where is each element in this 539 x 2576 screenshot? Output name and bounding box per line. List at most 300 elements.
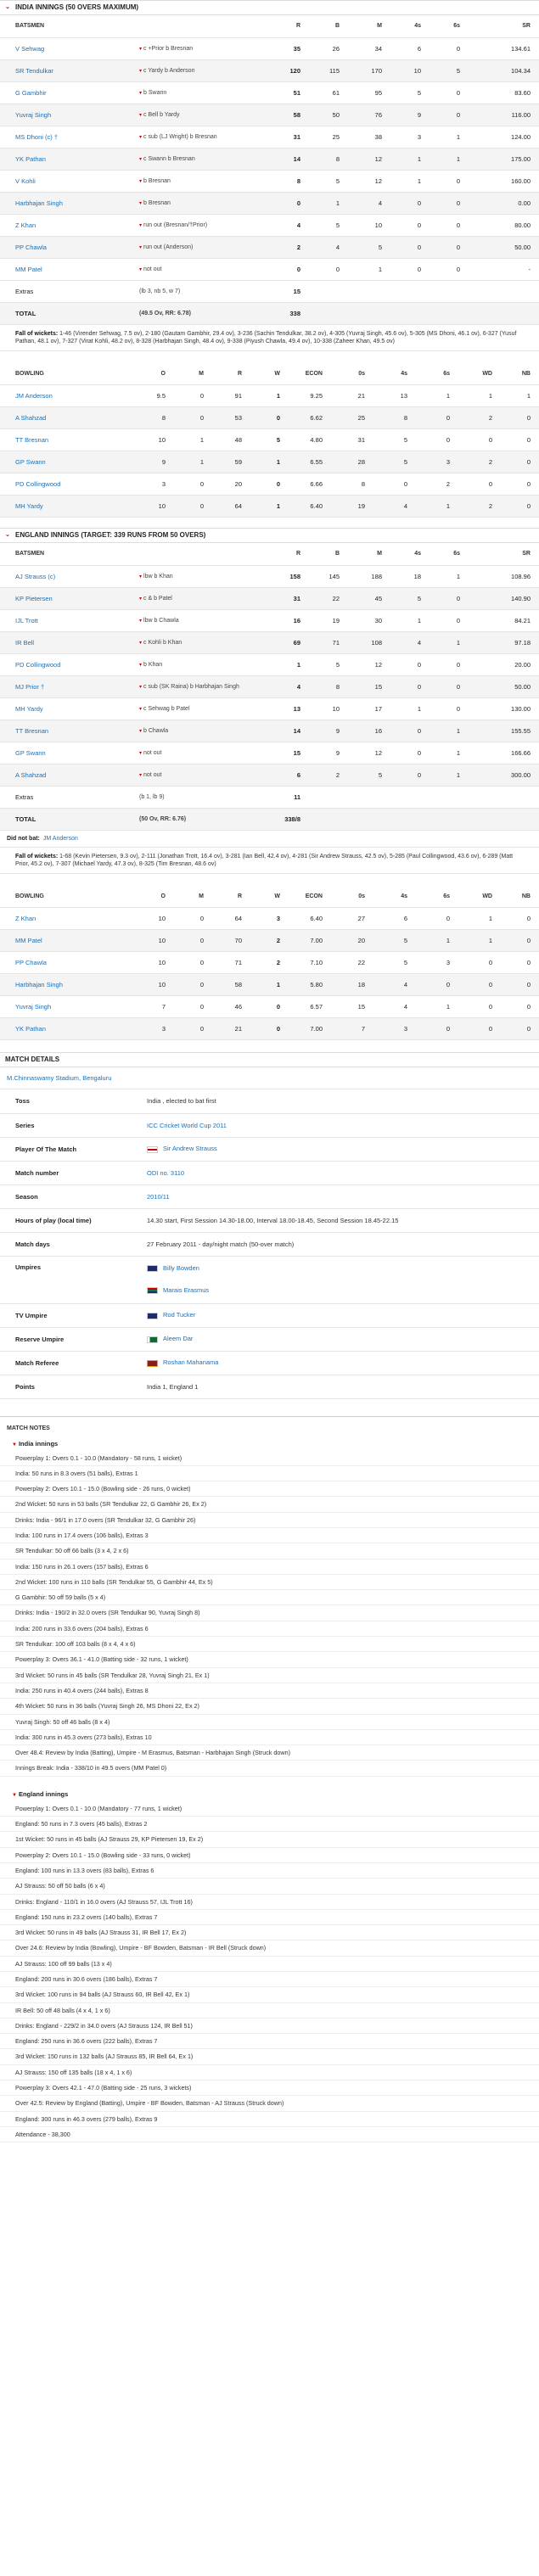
balls-cell: 19 — [309, 609, 348, 631]
dismissal-text: lbw b Khan — [143, 573, 173, 580]
days-label: Match days — [0, 1232, 140, 1256]
india-innings-title: INDIA INNINGS (50 OVERS MAXIMUM) — [15, 3, 139, 11]
bowler-name-link[interactable]: TT Bresnan — [0, 429, 136, 451]
india-notes-list — [0, 1451, 539, 1777]
bowling-d-cell: 22 — [331, 952, 373, 974]
total-row — [0, 808, 539, 830]
england-innings-header[interactable] — [0, 528, 539, 543]
dismissal-text: run out (Bresnan/†Prior) — [143, 221, 208, 228]
bowler-name-link[interactable]: Z Khan — [0, 908, 136, 930]
bowling-header: BOWLING — [0, 363, 136, 385]
bowling-s-cell: 0 — [416, 1018, 458, 1040]
caret-down-icon[interactable]: ▾ — [139, 156, 143, 162]
bowling-f-cell: 0 — [373, 473, 416, 496]
caret-down-icon[interactable]: ▾ — [139, 244, 143, 250]
dismissal-header — [136, 15, 280, 37]
bowling-o-cell: 10 — [136, 930, 174, 952]
referee-row — [0, 1351, 539, 1375]
dismissal — [136, 37, 280, 59]
bowling-r-cell: 46 — [212, 996, 250, 1018]
caret-down-icon[interactable]: ▾ — [139, 662, 143, 668]
fours-cell: 5 — [390, 587, 430, 609]
list-item: Drinks: India - 96/1 in 17.0 overs (SR Tendulkar 32, G Gambhir 26) — [0, 1513, 539, 1528]
caret-down-icon[interactable]: ▾ — [139, 200, 143, 206]
bowling-m-cell: 0 — [174, 1018, 212, 1040]
pom-link[interactable]: Sir Andrew Strauss — [163, 1145, 217, 1153]
sr-cell: 166.66 — [469, 742, 539, 764]
bowling-r-cell: 48 — [212, 429, 250, 451]
table-row — [0, 258, 539, 280]
sixes-cell: 1 — [430, 764, 469, 786]
maidens-header: M — [174, 363, 212, 385]
sixes-cell: 5 — [430, 59, 469, 81]
dismissal — [136, 258, 280, 280]
total-detail: (50 Ov, RR: 6.76) — [136, 808, 280, 830]
dots-header: 0s — [331, 363, 373, 385]
caret-down-icon[interactable]: ▾ — [139, 684, 143, 690]
bowling-wd-cell: 1 — [458, 908, 501, 930]
dismissal-text: c sub (SK Raina) b Harbhajan Singh — [143, 683, 239, 690]
bowling-r-cell: 64 — [212, 496, 250, 518]
batsman-name-link[interactable]: IR Bell — [0, 631, 136, 653]
tv-umpire-link[interactable]: Rod Tucker — [163, 1311, 196, 1319]
bowling-nb-cell: 0 — [501, 930, 539, 952]
table-row — [0, 996, 539, 1018]
pom-label: Player Of The Match — [0, 1137, 140, 1161]
caret-down-icon[interactable]: ▾ — [139, 178, 143, 184]
umpires-row — [0, 1256, 539, 1303]
caret-down-icon[interactable]: ▾ — [139, 90, 143, 96]
caret-down-icon[interactable]: ▾ — [139, 46, 143, 52]
sr-cell: 108.96 — [469, 565, 539, 587]
umpire2-link[interactable]: Marais Erasmus — [163, 1286, 210, 1294]
sixes-cell: 1 — [430, 742, 469, 764]
dismissal-text: c sub (LJ Wright) b Bresnan — [143, 133, 217, 140]
bowling-f-cell: 3 — [373, 1018, 416, 1040]
fours-cell: 0 — [390, 214, 430, 236]
india-innings-header[interactable] — [0, 0, 539, 15]
list-item: England: 200 runs in 30.6 overs (186 balls), Extras 7 — [0, 1972, 539, 1987]
batsmen-header: BATSMEN — [0, 15, 136, 37]
bowling-wd-cell: 0 — [458, 429, 501, 451]
total-detail: (49.5 Ov, RR: 6.78) — [136, 302, 280, 324]
bowling-nb-cell: 0 — [501, 974, 539, 996]
wides-header: WD — [458, 363, 501, 385]
sr-cell: 300.00 — [469, 764, 539, 786]
table-row — [0, 697, 539, 720]
bowler-name-link[interactable]: YK Pathan — [0, 1018, 136, 1040]
sr-cell: 50.00 — [469, 675, 539, 697]
dismissal-text: b Swann — [143, 89, 167, 96]
bowling-nb-cell: 0 — [501, 451, 539, 473]
england-batting-table — [0, 543, 539, 831]
table-row — [0, 764, 539, 786]
bowling-f-cell: 8 — [373, 407, 416, 429]
balls-cell: 5 — [309, 170, 348, 192]
dismissal-text: c Yardy b Anderson — [143, 67, 195, 74]
bowling-d-cell: 19 — [331, 496, 373, 518]
dismissal-text: c +Prior b Bresnan — [143, 45, 194, 52]
sixes-header: 6s — [416, 886, 458, 908]
bowling-f-cell: 5 — [373, 952, 416, 974]
batsman-name-link[interactable]: TT Bresnan — [0, 720, 136, 742]
bowling-d-cell: 7 — [331, 1018, 373, 1040]
bowling-e-cell: 6.66 — [289, 473, 331, 496]
table-row — [0, 473, 539, 496]
bowling-m-cell: 1 — [174, 451, 212, 473]
hours-row — [0, 1208, 539, 1232]
batsman-name-link[interactable]: SR Tendulkar — [0, 59, 136, 81]
bowling-m-cell: 0 — [174, 385, 212, 407]
fours-cell: 1 — [390, 148, 430, 170]
bowling-wd-cell: 0 — [458, 974, 501, 996]
match-number-row — [0, 1161, 539, 1184]
match-details-table — [0, 1089, 539, 1399]
caret-down-icon[interactable]: ▾ — [139, 596, 143, 602]
bowling-d-cell: 25 — [331, 407, 373, 429]
bowling-nb-cell: 0 — [501, 473, 539, 496]
dismissal — [136, 631, 280, 653]
batsman-name-link[interactable]: PP Chawla — [0, 236, 136, 258]
bowling-d-cell: 28 — [331, 451, 373, 473]
batsman-name-link[interactable]: V Sehwag — [0, 37, 136, 59]
bowling-wd-cell: 0 — [458, 996, 501, 1018]
caret-down-icon[interactable]: ▾ — [139, 574, 143, 580]
sixes-header: 6s — [430, 15, 469, 37]
sixes-cell: 0 — [430, 236, 469, 258]
dismissal — [136, 742, 280, 764]
sr-cell: 160.00 — [469, 170, 539, 192]
bowling-r-cell: 91 — [212, 385, 250, 407]
fours-cell: 0 — [390, 192, 430, 214]
bowling-wd-cell: 0 — [458, 1018, 501, 1040]
batsman-name-link[interactable]: Harbhajan Singh — [0, 192, 136, 214]
bowling-s-cell: 1 — [416, 996, 458, 1018]
bowling-f-cell: 4 — [373, 974, 416, 996]
batsman-name-link[interactable]: AJ Strauss (c) — [0, 565, 136, 587]
list-item: Powerplay 1: Overs 0.1 - 10.0 (Mandatory - 58 runs, 1 wicket) — [0, 1451, 539, 1466]
list-item: AJ Strauss: 50 off 50 balls (6 x 4) — [0, 1879, 539, 1894]
table-row — [0, 952, 539, 974]
fours-cell: 5 — [390, 81, 430, 104]
dismissal-text: c Bell b Yardy — [143, 111, 180, 118]
caret-down-icon[interactable]: ▾ — [139, 772, 143, 778]
caret-down-icon[interactable]: ▾ — [139, 750, 143, 756]
batsman-name-link[interactable]: MS Dhoni (c) † — [0, 126, 136, 148]
sri-lanka-flag-icon — [147, 1360, 158, 1367]
table-row — [0, 170, 539, 192]
batsman-name-link[interactable]: PD Collingwood — [0, 653, 136, 675]
bowler-name-link[interactable]: MM Patel — [0, 930, 136, 952]
bowling-nb-cell: 0 — [501, 952, 539, 974]
chevron-down-icon[interactable]: ⌄ — [5, 4, 10, 10]
runs-cell: 31 — [280, 126, 309, 148]
balls-cell: 8 — [309, 675, 348, 697]
caret-down-icon[interactable]: ▾ — [139, 68, 143, 74]
fours-header: 4s — [373, 363, 416, 385]
india-fall-of-wickets — [0, 325, 539, 351]
fours-cell: 1 — [390, 697, 430, 720]
caret-down-icon[interactable]: ▾ — [139, 706, 143, 712]
season-link[interactable]: 2010/11 — [140, 1184, 539, 1208]
dismissal-text: c Kohli b Khan — [143, 639, 182, 646]
fours-cell: 0 — [390, 675, 430, 697]
bowling-wd-cell: 2 — [458, 496, 501, 518]
batsman-name-link[interactable]: IJL Trott — [0, 609, 136, 631]
minutes-cell: 76 — [348, 104, 390, 126]
list-item: 3rd Wicket: 100 runs in 94 balls (AJ Strauss 60, IR Bell 42, Ex 1) — [0, 1987, 539, 2002]
table-row — [0, 631, 539, 653]
series-label: Series — [0, 1113, 140, 1137]
reserve-umpire-label: Reserve Umpire — [0, 1327, 140, 1351]
sixes-cell: 1 — [430, 565, 469, 587]
series-link[interactable]: ICC Cricket World Cup 2011 — [140, 1113, 539, 1137]
bowling-e-cell: 5.80 — [289, 974, 331, 996]
balls-cell: 5 — [309, 214, 348, 236]
batsman-name-link[interactable]: V Kohli — [0, 170, 136, 192]
caret-down-icon[interactable]: ▾ — [139, 728, 143, 734]
sr-cell: 130.00 — [469, 697, 539, 720]
bowling-r-cell: 53 — [212, 407, 250, 429]
extras-row — [0, 786, 539, 808]
runs-header: R — [280, 15, 309, 37]
caret-down-icon[interactable]: ▾ — [139, 222, 143, 228]
batsman-name-link[interactable]: MM Patel — [0, 258, 136, 280]
fours-cell: 1 — [390, 609, 430, 631]
venue-link[interactable]: M.Chinnaswamy Stadium, Bengaluru — [0, 1067, 539, 1089]
bowling-s-cell: 0 — [416, 974, 458, 996]
australia-flag-icon — [147, 1313, 158, 1319]
bowling-e-cell: 6.62 — [289, 407, 331, 429]
bowling-e-cell: 7.00 — [289, 1018, 331, 1040]
points-value: India 1, England 1 — [140, 1375, 539, 1398]
bowling-m-cell: 0 — [174, 930, 212, 952]
sr-cell: 155.55 — [469, 720, 539, 742]
bowling-s-cell: 3 — [416, 952, 458, 974]
wides-header: WD — [458, 886, 501, 908]
batsman-name-link[interactable]: GP Swann — [0, 742, 136, 764]
sixes-cell: 0 — [430, 81, 469, 104]
bowling-w-cell: 2 — [250, 930, 289, 952]
days-value: 27 February 2011 - day/night match (50-over match) — [140, 1232, 539, 1256]
bowler-name-link[interactable]: Yuvraj Singh — [0, 996, 136, 1018]
table-row — [0, 407, 539, 429]
bowler-name-link[interactable]: PD Collingwood — [0, 473, 136, 496]
minutes-header: M — [348, 15, 390, 37]
bowling-e-cell: 4.80 — [289, 429, 331, 451]
runs-cell: 120 — [280, 59, 309, 81]
sixes-cell: 0 — [430, 587, 469, 609]
runs-cell: 1 — [280, 653, 309, 675]
bowling-e-cell: 6.55 — [289, 451, 331, 473]
minutes-header: M — [348, 543, 390, 565]
econ-header: ECON — [289, 363, 331, 385]
minutes-cell: 12 — [348, 148, 390, 170]
match-details-header — [0, 1052, 539, 1067]
bowling-o-cell: 3 — [136, 473, 174, 496]
list-item: Over 42.5: Review by England (Batting), Umpire - BF Bowden, Batsman - AJ Strauss (Struck down) — [0, 2096, 539, 2111]
india-notes-header[interactable] — [0, 1435, 539, 1451]
new-zealand-flag-icon — [147, 1265, 158, 1272]
runs-cell: 6 — [280, 764, 309, 786]
bowling-e-cell: 9.25 — [289, 385, 331, 407]
tv-umpire-label: TV Umpire — [0, 1303, 140, 1327]
minutes-cell: 17 — [348, 697, 390, 720]
england-innings-title: ENGLAND INNINGS (TARGET: 339 RUNS FROM 50 OVERS) — [15, 531, 206, 539]
list-item: Powerplay 3: Overs 36.1 - 41.0 (Batting side - 32 runs, 1 wicket) — [0, 1652, 539, 1667]
bowler-name-link[interactable]: GP Swann — [0, 451, 136, 473]
caret-down-icon[interactable]: ▾ — [139, 618, 143, 624]
batting-header-row — [0, 15, 539, 37]
balls-cell: 10 — [309, 697, 348, 720]
bowling-d-cell: 18 — [331, 974, 373, 996]
sixes-header: 6s — [430, 543, 469, 565]
sixes-cell: 1 — [430, 631, 469, 653]
sixes-cell: 0 — [430, 37, 469, 59]
batsman-name-link[interactable]: Z Khan — [0, 214, 136, 236]
hours-label: Hours of play (local time) — [0, 1208, 140, 1232]
runs-cell: 158 — [280, 565, 309, 587]
list-item: Powerplay 2: Overs 10.1 - 15.0 (Bowling side - 33 runs, 0 wicket) — [0, 1848, 539, 1863]
caret-down-icon[interactable]: ▾ — [139, 112, 143, 118]
batsman-name-link[interactable]: YK Pathan — [0, 148, 136, 170]
fours-header: 4s — [373, 886, 416, 908]
table-row — [0, 587, 539, 609]
minutes-cell: 10 — [348, 214, 390, 236]
series-row — [0, 1113, 539, 1137]
table-row — [0, 930, 539, 952]
sixes-cell: 0 — [430, 697, 469, 720]
fow-text: 1-46 (Virender Sehwag, 7.5 ov), 2-180 (Gautam Gambhir, 29.4 ov), 3-236 (Sachin Tendulkar, 38.2 ov), 4-305 (Yuvraj Singh, 45.6 ov), 5-305 (MS Dhoni, 46.1 ov), 6-327 (Yusuf Pathan, 48.1 ov), 7-327 (Virat Kohli, 48.2 ov), 8-328 (Harbhajan Singh, 48.4 ov), 9-338 (Piyush Chawla, 49.4 ov), 10-338 (Zaheer Khan, 49.5 ov) — [15, 330, 517, 344]
list-item: Yuvraj Singh: 50 off 46 balls (8 x 4) — [0, 1715, 539, 1730]
fours-cell: 0 — [390, 742, 430, 764]
batsman-name-link[interactable]: A Shahzad — [0, 764, 136, 786]
bowler-name-link[interactable]: Harbhajan Singh — [0, 974, 136, 996]
minutes-cell: 170 — [348, 59, 390, 81]
list-item: England: 100 runs in 13.3 overs (83 balls), Extras 6 — [0, 1863, 539, 1879]
bowler-name-link[interactable]: MH Yardy — [0, 496, 136, 518]
list-item: 3rd Wicket: 50 runs in 49 balls (AJ Strauss 31, IR Bell 17, Ex 2) — [0, 1925, 539, 1940]
dismissal — [136, 104, 280, 126]
balls-cell: 8 — [309, 148, 348, 170]
balls-cell: 5 — [309, 653, 348, 675]
england-flag-icon — [147, 1146, 158, 1153]
bowling-nb-cell: 0 — [501, 496, 539, 518]
list-item: Drinks: England - 110/1 in 16.0 overs (AJ Strauss 57, IJL Trott 16) — [0, 1895, 539, 1910]
bowling-f-cell: 5 — [373, 429, 416, 451]
balls-cell: 61 — [309, 81, 348, 104]
sixes-cell: 0 — [430, 653, 469, 675]
batsman-name-link[interactable]: G Gambhir — [0, 81, 136, 104]
bowler-name-link[interactable]: A Shahzad — [0, 407, 136, 429]
bowling-w-cell: 1 — [250, 974, 289, 996]
caret-down-icon[interactable]: ▾ — [139, 134, 143, 140]
bowling-nb-cell: 0 — [501, 407, 539, 429]
bowling-header-row — [0, 363, 539, 385]
bowling-w-cell: 0 — [250, 1018, 289, 1040]
match-number-label: Match number — [0, 1161, 140, 1184]
umpire1-link[interactable]: Billy Bowden — [163, 1264, 199, 1272]
batsman-name-link[interactable]: MH Yardy — [0, 697, 136, 720]
bowling-wd-cell: 1 — [458, 385, 501, 407]
dismissal-text: lbw b Chawla — [143, 617, 179, 624]
batsman-name-link[interactable]: MJ Prior † — [0, 675, 136, 697]
dnb-player-link[interactable]: JM Anderson — [42, 835, 78, 842]
match-number-link[interactable]: ODI no. 3110 — [140, 1161, 539, 1184]
dnb-label: Did not bat: — [7, 835, 40, 842]
bowling-s-cell: 2 — [416, 473, 458, 496]
bowling-m-cell: 0 — [174, 996, 212, 1018]
table-row — [0, 59, 539, 81]
econ-header: ECON — [289, 886, 331, 908]
referee-link[interactable]: Roshan Mahanama — [163, 1358, 219, 1367]
england-notes-header[interactable] — [0, 1785, 539, 1801]
minutes-cell: 30 — [348, 609, 390, 631]
india-batting-table — [0, 15, 539, 325]
list-item: India: 100 runs in 17.4 overs (106 balls), Extras 3 — [0, 1528, 539, 1543]
bowling-f-cell: 13 — [373, 385, 416, 407]
extras-label: Extras — [0, 786, 136, 808]
bowling-w-cell: 0 — [250, 473, 289, 496]
runs-conceded-header: R — [212, 363, 250, 385]
reserve-umpire-link[interactable]: Aleem Dar — [163, 1335, 194, 1343]
runs-cell: 8 — [280, 170, 309, 192]
table-row — [0, 742, 539, 764]
minutes-cell: 1 — [348, 258, 390, 280]
list-item: 2nd Wicket: 50 runs in 53 balls (SR Tendulkar 22, G Gambhir 26, Ex 2) — [0, 1497, 539, 1512]
list-item: Over 24.6: Review by India (Bowling), Umpire - BF Bowden, Batsman - IR Bell (Struck down) — [0, 1940, 539, 1956]
runs-cell: 16 — [280, 609, 309, 631]
bowler-name-link[interactable]: JM Anderson — [0, 385, 136, 407]
sr-cell: 50.00 — [469, 236, 539, 258]
bowler-name-link[interactable]: PP Chawla — [0, 952, 136, 974]
list-item: 3rd Wicket: 150 runs in 132 balls (AJ Strauss 85, IR Bell 64, Ex 1) — [0, 2049, 539, 2064]
caret-down-icon[interactable]: ▾ — [139, 266, 143, 272]
list-item: Powerplay 2: Overs 10.1 - 15.0 (Bowling side - 26 runs, 0 wicket) — [0, 1481, 539, 1497]
total-row — [0, 302, 539, 324]
minutes-cell: 95 — [348, 81, 390, 104]
umpires-label: Umpires — [0, 1256, 140, 1303]
batsman-name-link[interactable]: KP Pietersen — [0, 587, 136, 609]
bowling-m-cell: 0 — [174, 496, 212, 518]
sr-cell: 20.00 — [469, 653, 539, 675]
fow-text: 1-68 (Kevin Pietersen, 9.3 ov), 2-111 (Jonathan Trott, 16.4 ov), 3-281 (Ian Bell, 42.4 ov), 4-281 (Sir Andrew Strauss, 42.5 ov), 5-285 (Paul Collingwood, 43.6 ov), 6-289 (Matt Prior, 45.2 ov), 7-307 (Michael Yardy, 47.3 ov), 8-325 (Tim Bresnan, 48.6 ov) — [15, 853, 514, 867]
dismissal-text: c & b Patel — [143, 595, 172, 602]
runs-cell: 14 — [280, 148, 309, 170]
caret-down-icon[interactable]: ▾ — [139, 640, 143, 646]
bowling-e-cell: 6.57 — [289, 996, 331, 1018]
dismissal — [136, 764, 280, 786]
fours-header: 4s — [390, 15, 430, 37]
sr-cell: 0.00 — [469, 192, 539, 214]
batsman-name-link[interactable]: Yuvraj Singh — [0, 104, 136, 126]
season-row — [0, 1184, 539, 1208]
extras-value: 11 — [280, 786, 309, 808]
balls-cell: 1 — [309, 192, 348, 214]
caret-down-icon: ▼ — [12, 1792, 17, 1798]
list-item: 4th Wicket: 50 runs in 36 balls (Yuvraj Singh 26, MS Dhoni 22, Ex 2) — [0, 1699, 539, 1714]
bowling-m-cell: 0 — [174, 952, 212, 974]
bowling-m-cell: 0 — [174, 473, 212, 496]
chevron-down-icon[interactable]: ⌄ — [5, 532, 10, 538]
days-row — [0, 1232, 539, 1256]
batsmen-header: BATSMEN — [0, 543, 136, 565]
bowling-f-cell: 4 — [373, 996, 416, 1018]
bowling-d-cell: 31 — [331, 429, 373, 451]
sr-cell: 104.34 — [469, 59, 539, 81]
dismissal — [136, 192, 280, 214]
table-row — [0, 429, 539, 451]
